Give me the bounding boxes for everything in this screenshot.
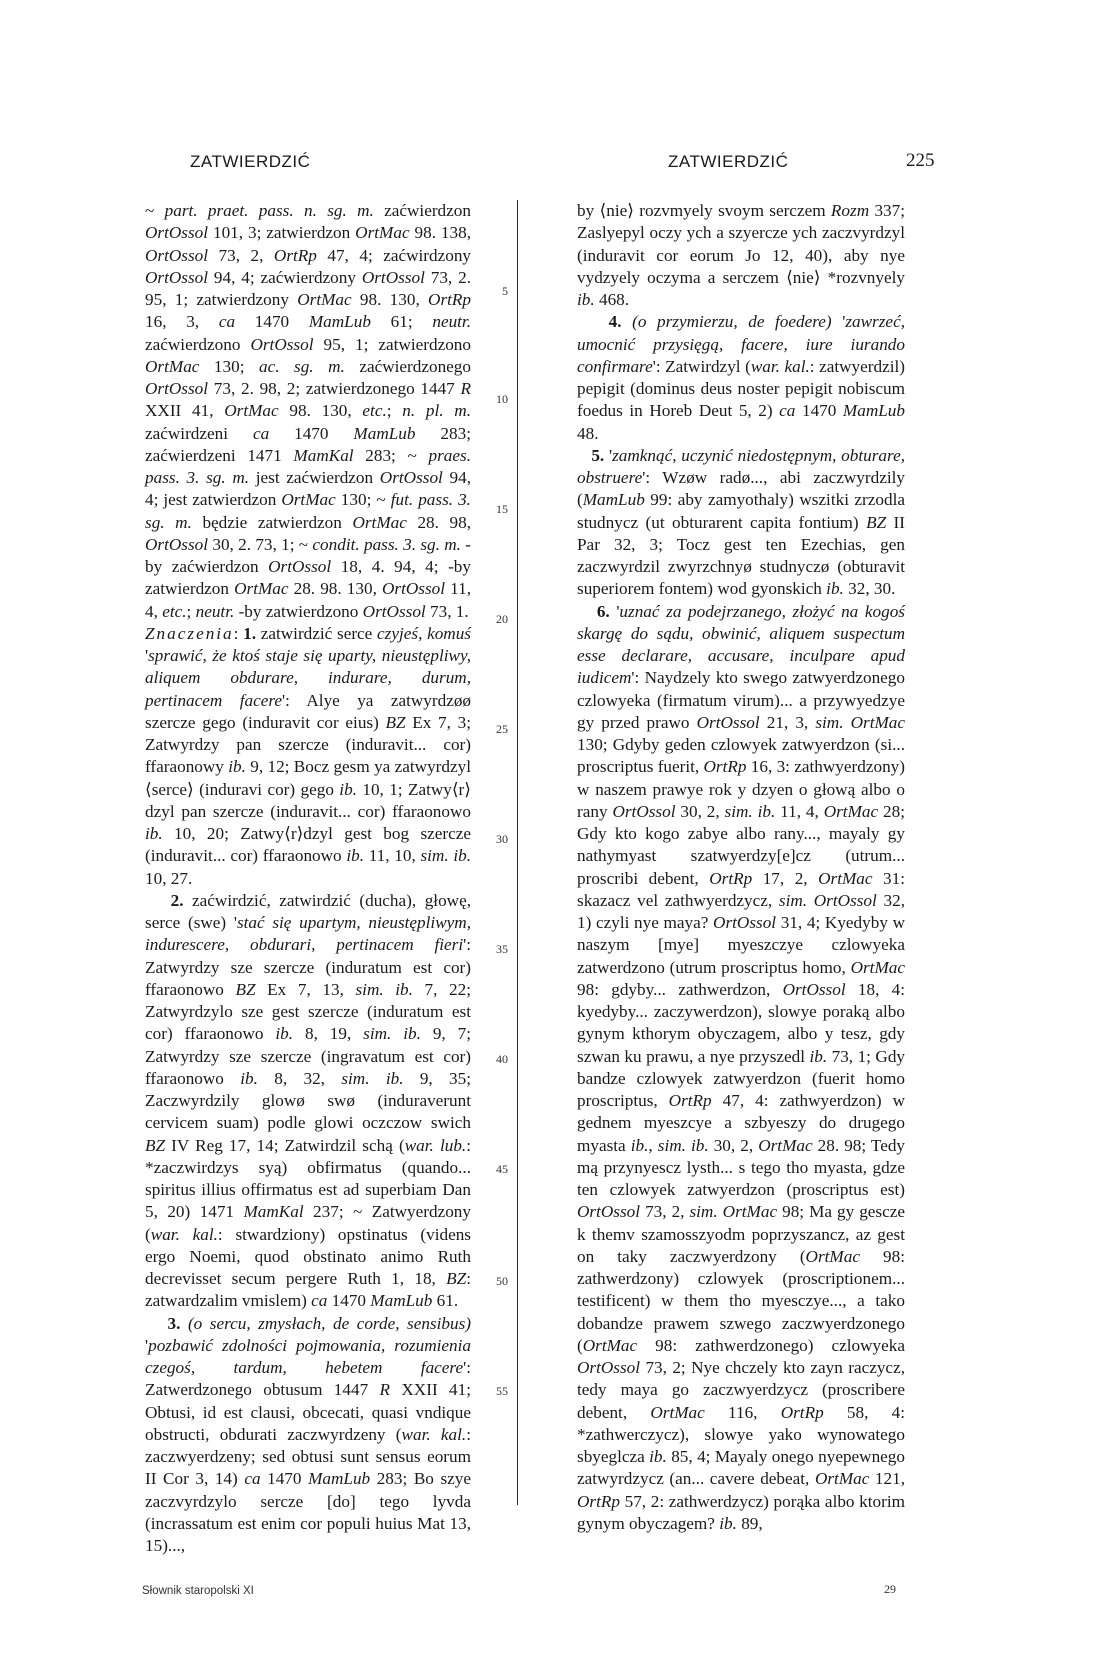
line-number: 30 [496, 832, 508, 846]
left-column-text [145, 200, 471, 1557]
footer-signature: Słownik staropolski XI [142, 1585, 254, 1597]
running-head-left: ZATWIERDZIĆ [190, 152, 311, 171]
line-number: 15 [496, 502, 508, 516]
line-number: 5 [502, 284, 508, 298]
footer-sheet-number: 29 [884, 1582, 896, 1596]
line-number: 20 [496, 612, 508, 626]
line-number: 50 [496, 1274, 508, 1288]
line-number: 10 [496, 392, 508, 406]
line-number: 45 [496, 1162, 508, 1176]
right-column-text [577, 200, 905, 1535]
left-column-body: ~ part. praet. pass. n. sg. m. zaćwierdzon OrtOssol 101, 3; zatwierdzon OrtMac 98. 138, OrtOssol 73, 2, OrtRp 47, 4; zaćwirdzony OrtOssol 94, 4; zaćwierdzony OrtOssol 73, 2. 95, 1; zatwierdzony OrtMac 98. 130, OrtRp 16, 3, ca 1470 MamLub 61; neutr. zaćwierdzono OrtOssol 95, 1; zatwierdzono OrtMac 130; ac. sg. m. zaćwierdzonego OrtOssol 73, 2. 98, 2; zatwierdzonego 1447 R XXII 41, OrtMac 98. 130, etc.; n. pl. m. zaćwirdzeni ca 1470 MamLub 283; zaćwierdzeni 1471 MamKal 283; ~ praes. pass. 3. sg. m. jest zaćwierdzon OrtOssol 94, 4; jest zatwierdzon OrtMac 130; ~ fut. pass. 3. sg. m. będzie zatwierdzon OrtMac 28. 98, OrtOssol 30, 2. 73, 1; ~ condit. pass. 3. sg. m. -by zaćwierdzon OrtOssol 18, 4. 94, 4; -by zatwierdzon OrtMac 28. 98. 130, OrtOssol 11, 4, etc.; neutr. -by zatwierdzono OrtOssol 73, 1. Znaczenia: 1. zatwirdzić serce czyjeś, komuś 'sprawić, że ktoś staje się uparty, nieustępliwy, aliquem obdurare, indurare, durum, pertinacem facere': Alye ya zatwyrdzøø szercze gego (induravit cor eius) BZ Ex 7, 3; Zatwyrdzy pan szercze (induravit... cor) ffaraonowy ib. 9, 12; Bocz gesm ya zatwyrdzyl ⟨serce⟩ (induravi cor) gego ib. 10, 1; Zatwy⟨r⟩dzyl pan szercze (induravit... cor) ffaraonowo ib. 10, 20; Zatwy⟨r⟩dzyl gest bog szercze (induravit... cor) ffaraonowo ib. 11, 10, sim. ib. 10, 27. 2. zaćwirdzić, zatwirdzić (ducha), głowę, serce (swe) 'stać się upartym, nieustępliwym, indurescere, obdurari, pertinacem fieri': Zatwyrdzy sze szercze (induratum est cor) ffaraonowo BZ Ex 7, 13, sim. ib. 7, 22; Zatwyrdzylo sze gest szercze (induratum est cor) ffaraonowo ib. 8, 19, sim. ib. 9, 7; Zatwyrdzy sze szercze (ingravatum est cor) ffaraonowo ib. 8, 32, sim. ib. 9, 35; Zaczwyrdzily glowø swø (induraverunt cervicem suam) podle glowi oczczow swich BZ IV Reg 17, 14; Zatwirdzil schą (war. lub.: *zaczwirdzys syą) obfirmatus (quando... spiritus illius offirmatus est ad superbiam Dan 5, 20) 1471 MamKal 237; ~ Zatwyerdzony (war. kal.: stwardziony) opstinatus (videns ergo Noemi, quod obstinato animo Ruth decrevisset secum pergere Ruth 1, 18, BZ: zatwardzalim vmislem) ca 1470 MamLub 61. 3. (o sercu, zmysłach, de corde, sensibus) 'pozbawić zdolności pojmowania, rozumienia czegoś, tardum, hebetem facere': Zatwerdzonego obtusum 1447 R XXII 41; Obtusi, id est clausi, obcecati, quasi vndique obstructi, obdurati zaczwyrdzeny (war. kal.: zaczwyerdzeny; sed obtusi sunt sensus eorum II Cor 3, 14) ca 1470 MamLub 283; Bo szye zaczvyrdzylo sercze [do] tego lyvda (incrassatum est enim cor populi huius Mat 13, 15)..., [145, 201, 472, 1555]
line-number: 55 [496, 1384, 508, 1398]
running-head-right: ZATWIERDZIĆ [668, 152, 789, 171]
page-number: 225 [906, 150, 935, 171]
line-number: 40 [496, 1052, 508, 1066]
line-number: 35 [496, 942, 508, 956]
line-number: 25 [496, 722, 508, 736]
right-column-body: by ⟨nie⟩ rozvmyely svoym serczem Rozm 337; Zaslyepyl oczy ych a szyercze ych zaczvyrdzyl (induravit cor eorum Jo 12, 40), aby nye vydzyely oczyma a serczem ⟨nie⟩ *rozvnyely ib. 468. 4. (o przymierzu, de foedere) 'zawrzeć, umocnić przysięgą, facere, iure iurando confirmare': Zatwirdzyl (war. kal.: zatwyerdzil) pepigit (dominus deus noster pepigit nobiscum foedus in Horeb Deut 5, 2) ca 1470 MamLub 48. 5. 'zamknąć, uczynić niedostępnym, obturare, obstruere': Wzøw radø..., abi zaczwyrdzily (MamLub 99: aby zamyothaly) wszitki zrzodla studnycz (ut obturarent capita fontium) BZ II Par 32, 3; Tocz gest ten Ezechias, gen zaczwyrdzil zwyrzchnyø studnyczø (obturavit superiorem fontem) wod gyonskich ib. 32, 30. 6. 'uznać za podejrzanego, złożyć na kogoś skargę do sądu, obwinić, aliquem suspectum esse declarare, accusare, inculpare apud iudicem': Naydzely kto swego zatwyerdzonego czlowyeka (firmatum virum)... a przywyedzye gy przed prawo OrtOssol 21, 3, sim. OrtMac 130; Gdyby geden czlowyek zatwyerdzon (si... proscriptus fuerit, OrtRp 16, 3: zathwyerdzony) w naszem prawye rok y dzyen o głową albo o rany OrtOssol 30, 2, sim. ib. 11, 4, OrtMac 28; Gdy kto kogo zabye albo rany..., mayaly gy nathymyast szatwyerdzy[e]cz (utrum... proscribi debent, OrtRp 17, 2, OrtMac 31: skazacz vel zathwyerdzycz, sim. OrtOssol 32, 1) czyli nye maya? OrtOssol 31, 4; Kyedyby w naszym [mye] myeszczye czlowyeka zatwerdzono (utrum proscriptus homo, OrtMac 98: gdyby... zathwerdzon, OrtOssol 18, 4: kyedyby... zaczywerdzon), slowye poraką albo gynym kthorym obyczagem, albo y tesz, gdy szwan ku prawu, a nye przyszedl ib. 73, 1; Gdy bandze czlowyek zatwyerdzon (fuerit homo proscriptus, OrtRp 47, 4: zathwyerdzon) w gednem myeszcye a szbyeszy do drugego myasta ib., sim. ib. 30, 2, OrtMac 28. 98; Tedy mą przynyescz lysth... s tego tho myasta, gdze ten czlowyek zatwyerdzon (proscriptus est) OrtOssol 73, 2, sim. OrtMac 98; Ma gy gescze k themv szamosszyodm poprzyszancz, az gest on taky zaczwyerdzony (OrtMac 98: zathwerdzony) czlowyek (proscriptionem... testificent) w them tho myesczye..., a tako dobandze prawem szwego zaczwyerdzonego (OrtMac 98: zathwerdzonego) czlowyeka OrtOssol 73, 2; Nye chczely kto zayn raczycz, tedy maya go zaczwyerdzycz (proscribere debent, OrtMac 116, OrtRp 58, 4: *zathwerczycz), slowye yako wynowatego sbyeglcza ib. 85, 4; Mayaly onego nyepewnego zatwyrdzycz (an... cavere debeat, OrtMac 121, OrtRp 57, 2: zathwerdzycz) porąka albo ktorim gynym obyczagem? ib. 89, [577, 201, 906, 1533]
column-rule [517, 200, 518, 1505]
